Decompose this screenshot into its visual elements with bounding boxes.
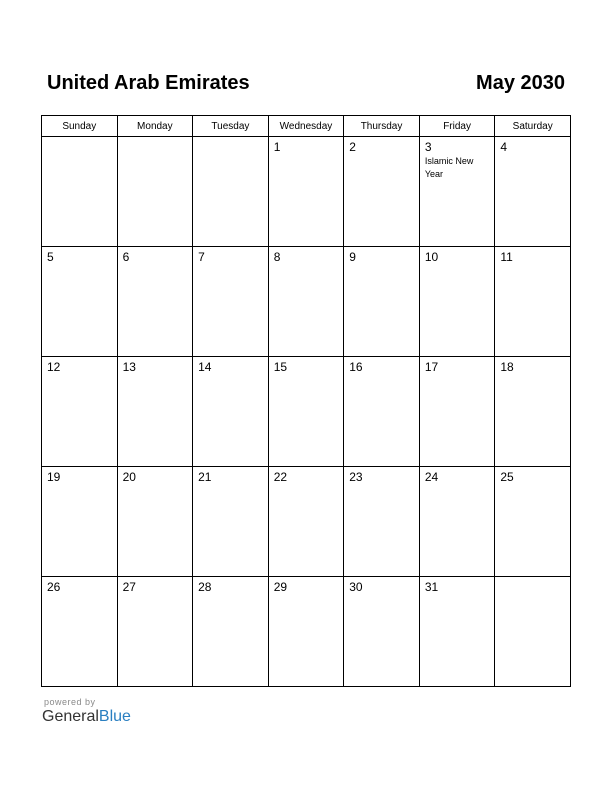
day-cell [42,137,118,247]
day-cell [117,467,193,577]
day-number: 20 [122,470,136,484]
day-cell [344,357,420,467]
day-cell [419,467,495,577]
day-number: 17 [424,360,439,374]
day-number: 15 [273,360,288,374]
day-number: 22 [273,470,288,484]
holiday-label [269,264,344,265]
holiday-label [269,154,344,155]
day-cell [495,357,571,467]
holiday-label [495,484,570,485]
day-number: 18 [500,360,514,374]
day-number: 31 [424,580,439,594]
day-cell [117,577,193,687]
weekday-thursday: Thursday [344,116,420,137]
weekday-tuesday: Tuesday [193,116,269,137]
day-number: 19 [47,470,61,484]
day-number: 5 [47,250,54,264]
holiday-label [193,264,268,265]
day-number: 29 [273,580,288,594]
week-row [42,357,571,467]
holiday-label [495,154,570,155]
week-row [42,467,571,577]
day-cell [344,467,420,577]
powered-by-text: powered by [44,697,96,707]
holiday-label [193,594,268,595]
day-cell [193,577,269,687]
footer-branding [42,697,131,726]
day-number: 23 [349,470,363,484]
day-cell [495,467,571,577]
day-number: 14 [198,360,212,374]
holiday-label [420,594,495,595]
day-number: 11 [500,250,513,264]
holiday-label: Islamic New Year [424,156,474,179]
calendar-body [42,137,571,687]
day-number: 7 [198,250,205,264]
holiday-label [269,484,344,485]
day-number: 21 [198,470,212,484]
day-cell [193,247,269,357]
day-cell [117,137,193,247]
day-cell [419,137,495,247]
day-cell [344,247,420,357]
day-cell [344,137,420,247]
day-number: 28 [198,580,212,594]
day-number: 24 [424,470,439,484]
calendar-country-title: United Arab Emirates [47,72,250,94]
holiday-label [344,264,419,265]
day-cell [42,467,118,577]
day-cell [268,357,344,467]
holiday-label [269,374,344,375]
weekday-friday: Friday [419,116,495,137]
day-cell [495,247,571,357]
day-number: 2 [349,140,356,154]
day-cell [42,357,118,467]
calendar-grid [41,115,571,687]
holiday-label [344,484,419,485]
holiday-label [118,594,193,595]
holiday-label [495,264,570,265]
brand-logo [42,708,131,726]
day-cell [193,467,269,577]
week-row [42,137,571,247]
day-number: 10 [424,250,439,264]
day-number: 6 [122,250,130,264]
day-cell [268,577,344,687]
holiday-label [420,374,495,375]
day-cell [193,137,269,247]
holiday-label [495,580,570,581]
holiday-label [344,594,419,595]
brand-general-text: General [42,708,99,725]
holiday-label [42,484,117,485]
day-number: 8 [273,250,281,264]
day-cell [42,577,118,687]
day-cell [268,137,344,247]
weekday-monday: Monday [117,116,193,137]
day-number: 16 [349,360,363,374]
day-number: 13 [122,360,136,374]
holiday-label [118,484,193,485]
holiday-label [118,374,193,375]
day-number: 3 [424,140,432,154]
day-cell [419,357,495,467]
holiday-label [42,264,117,265]
day-number: 9 [349,250,356,264]
day-number: 27 [122,580,136,594]
day-cell [268,467,344,577]
weekday-saturday: Saturday [495,116,571,137]
day-cell [419,577,495,687]
day-number: 30 [349,580,363,594]
weekday-header-row [42,116,571,137]
holiday-label [118,140,193,141]
day-number: 25 [500,470,514,484]
holiday-label [193,374,268,375]
day-number: 4 [500,140,508,154]
week-row [42,247,571,357]
holiday-label [118,264,193,265]
holiday-label [193,140,268,141]
weekday-sunday: Sunday [42,116,118,137]
day-cell [495,137,571,247]
day-cell [268,247,344,357]
day-number: 1 [273,140,281,154]
holiday-label [495,374,570,375]
day-cell [419,247,495,357]
day-cell [117,247,193,357]
day-number: 26 [47,580,61,594]
holiday-label [420,484,495,485]
brand-blue-text: Blue [98,708,131,725]
holiday-label [344,374,419,375]
day-cell [344,577,420,687]
day-cell [193,357,269,467]
holiday-label [42,140,117,141]
week-row [42,577,571,687]
holiday-label [344,154,419,155]
day-cell [117,357,193,467]
weekday-wednesday: Wednesday [268,116,344,137]
holiday-label [193,484,268,485]
day-number: 12 [47,360,61,374]
holiday-label [269,594,344,595]
day-cell [42,247,118,357]
holiday-label [420,264,495,265]
holiday-label [42,374,117,375]
calendar-month-title: May 2030 [476,72,565,94]
day-cell [495,577,571,687]
holiday-label [42,594,117,595]
